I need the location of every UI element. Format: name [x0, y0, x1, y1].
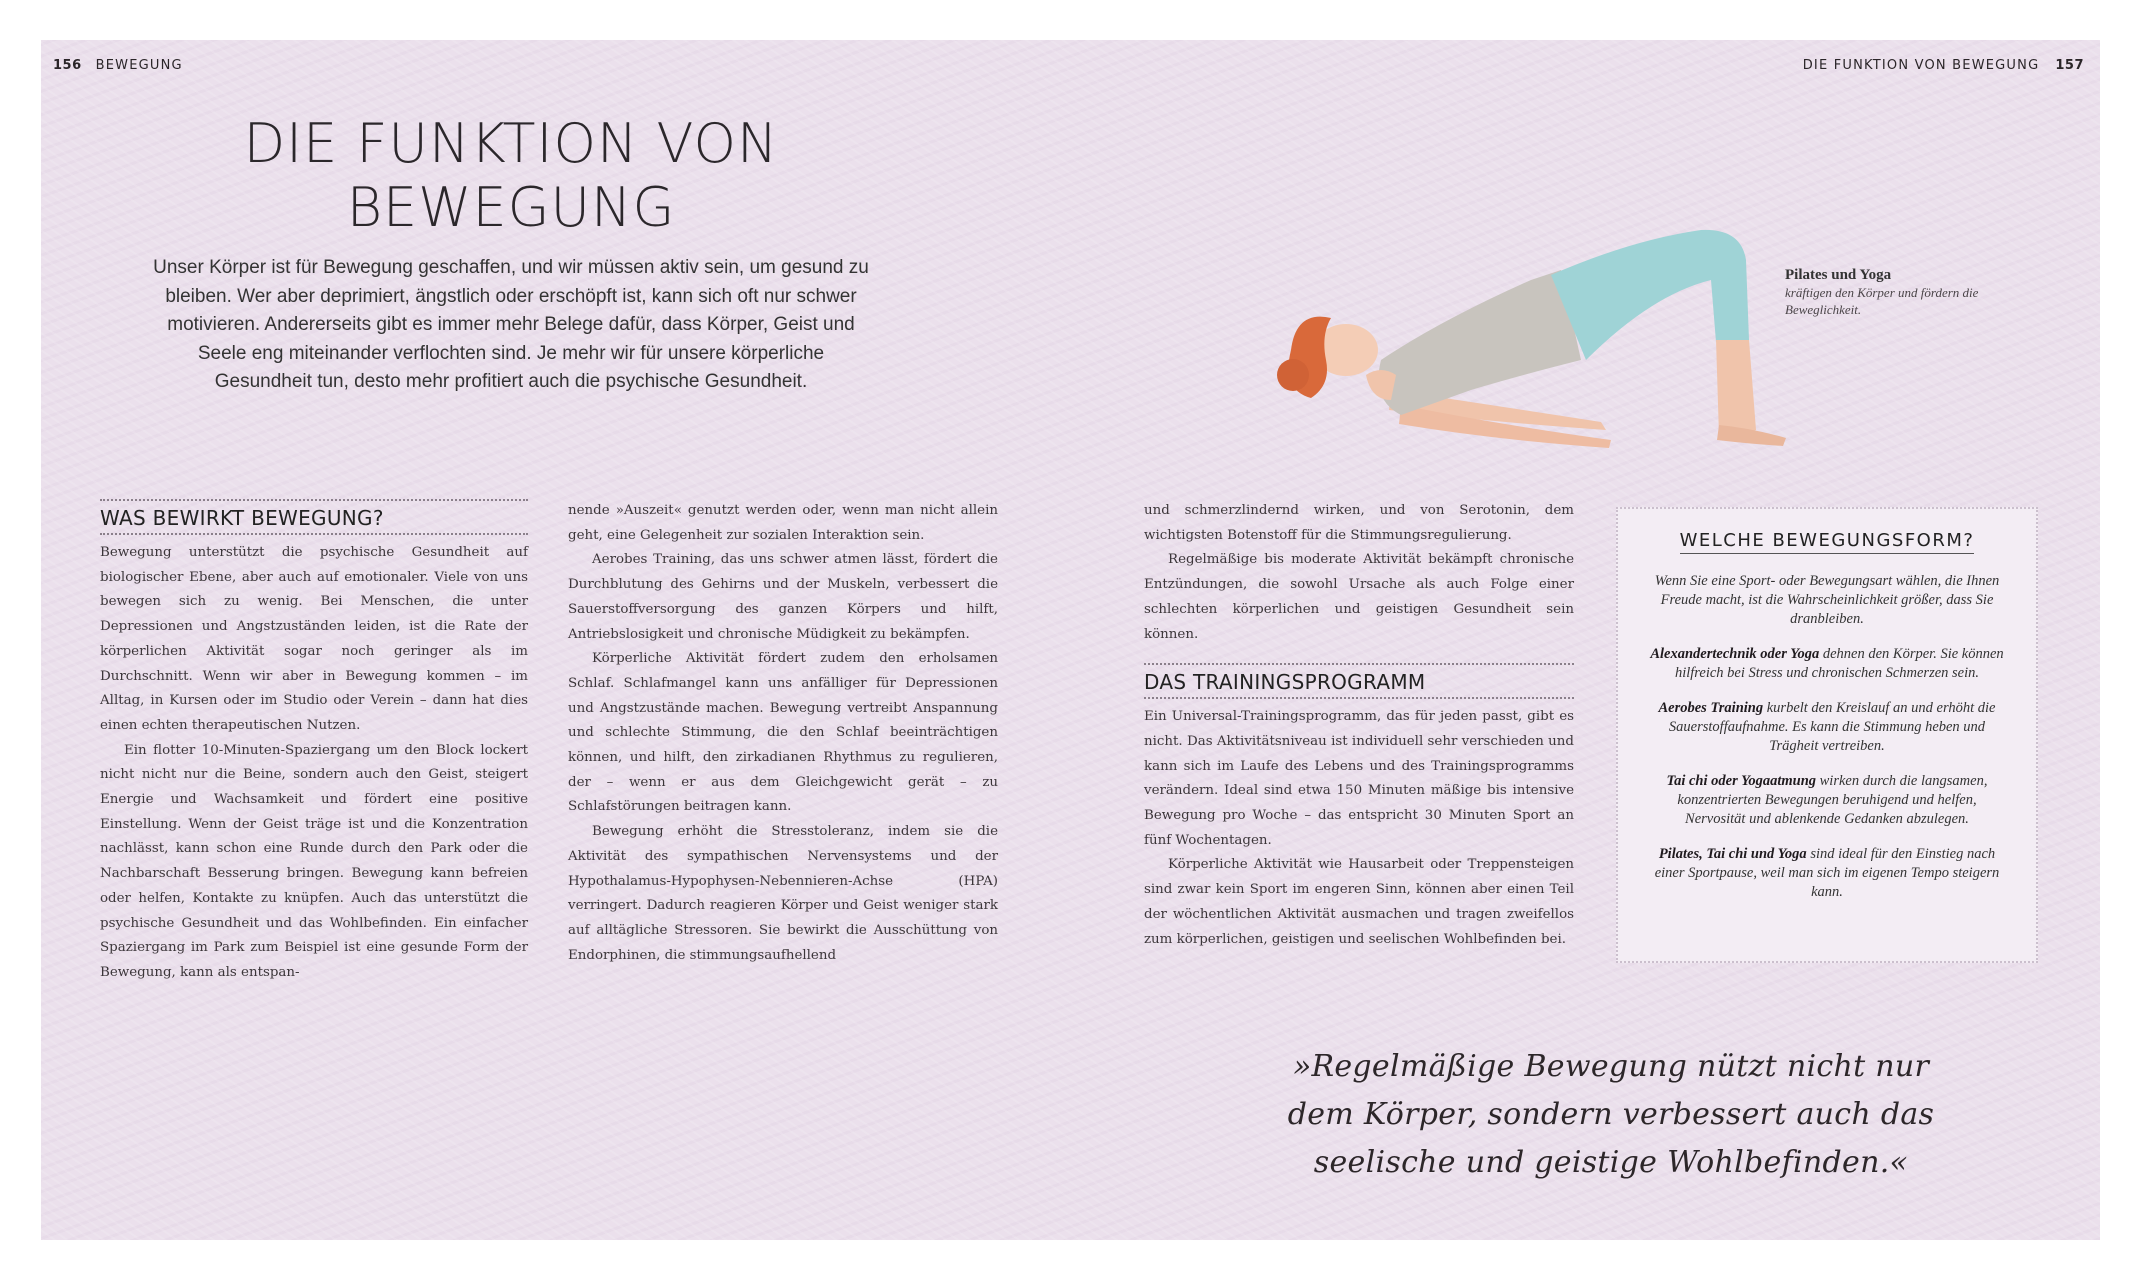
sidebar-item — [1648, 772, 2006, 829]
pull-quote: »Regelmäßige Bewegung nützt nicht nur dem Körper, sondern verbessert auch das seelische und geistige Wohlbefinden.« — [1287, 1049, 1935, 1180]
caption-text: kräftigen den Körper und fördern die Beweglichkeit. — [1785, 285, 1979, 317]
body-paragraph: Körperliche Aktivität fördert zudem den erholsamen Schlaf. Schlafmangel kann uns anfälliger für Depressionen und Angstzustände machen. Bewegung vertreibt Anspannung und schlechte Stimmung, die den Schlaf beeinträchtigen können, und hilft, den zirkadianen Rhythmus zu regulieren, der – wenn er aus dem Gleichgewicht gerät – zu Schlafstörungen beitragen kann. — [568, 651, 998, 815]
bridge-pose-illustration — [1271, 200, 1791, 460]
column-1 — [100, 457, 528, 986]
page-title-line1: DIE FUNKTION VON — [243, 112, 779, 175]
page-title-line2: BEWEGUNG — [346, 176, 676, 239]
illustration-neck — [1366, 370, 1396, 400]
body-paragraph: und schmerzlindernd wirken, und von Serotonin, dem wichtigsten Botenstoff für die Stimmungsregulierung. — [1144, 503, 1574, 543]
body-paragraph: Bewegung erhöht die Stresstoleranz, indem sie die Aktivität des sympathischen Nervensystems und der Hypothalamus-Hypophysen-Nebennieren-Achse (HPA) verringert. Dadurch reagieren Körper und Geist weniger stark auf alltägliche Stressoren. Sie bewirkt die Ausschüttung von Endorphinen, die stimmungsaufhellend — [568, 824, 998, 963]
figure-caption — [1785, 266, 1985, 318]
body-paragraph: nende »Auszeit« genutzt werden oder, wenn man nicht allein geht, eine Gelegenheit zur sozialen Interaktion sein. — [568, 503, 998, 543]
section-heading-was-bewirkt: WAS BEWIRKT BEWEGUNG? — [100, 499, 528, 535]
sidebar-item-text: dehnen den Körper. Sie können hilfreich bei Stress und chronischen Schmerzen sein. — [1674, 646, 2004, 681]
illustration-shirt — [1379, 270, 1582, 415]
illustration-shin — [1716, 340, 1756, 437]
body-paragraph: Ein Universal-Trainingsprogramm, das für jeden passt, gibt es nicht. Das Aktivitätsniveau ist individuell sehr verschieden und kann sich im Laufe des Lebens und des Trainingsprogramms verändern. Ideal sind etwa 150 Minuten mäßige bis intensive Bewegung pro Woche – das entspricht 30 Minuten Sport an fünf Wochentagen. — [1144, 709, 1574, 848]
sidebar-intro: Wenn Sie eine Sport- oder Bewegungsart wählen, die Ihnen Freude macht, ist die Wahrscheinlichkeit größer, dass Sie dranbleiben. — [1654, 573, 2000, 627]
sidebar-title: WELCHE BEWEGUNGSFORM? — [1680, 531, 1975, 554]
body-paragraph: Aerobes Training, das uns schwer atmen lässt, fördert die Durchblutung des Gehirns und der Muskeln, verbessert die Sauerstoffversorgung des ganzen Körpers und hilft, Antriebslosigkeit und chronische Müdigkeit zu bekämpfen. — [568, 552, 998, 642]
sidebar-item-term: Pilates, Tai chi und Yoga — [1658, 846, 1807, 862]
illustration-hair-bun — [1277, 359, 1309, 391]
sidebar-box — [1616, 507, 2038, 963]
sidebar-item-text: wirken durch die langsamen, konzentrierten Bewegungen beruhigend und helfen, Nervosität und ablenkende Gedanken abzulegen. — [1677, 773, 1988, 827]
sidebar-item-term: Alexandertechnik oder Yoga — [1650, 646, 1820, 662]
column-2 — [568, 499, 998, 968]
body-paragraph: Bewegung unterstützt die psychische Gesundheit auf biologischer Ebene, aber auch auf emotionaler. Viele von uns bewegen sich zu wenig. Bei Menschen, die unter Depressionen und Angstzuständen leiden, ist die Rate der körperlichen Aktivität sogar noch geringer als im Durchschnitt. Wenn wir aber in Bewegung kommen – im Alltag, in Kursen oder im Studio oder Verein – dann hat dies einen echten therapeutischen Nutzen. — [100, 545, 528, 733]
body-paragraph: Regelmäßige bis moderate Aktivität bekämpft chronische Entzündungen, die sowohl Ursache als auch Folge einer schlechten körperlichen und geistigen Gesundheit sein können. — [1144, 552, 1574, 642]
body-paragraph: Körperliche Aktivität wie Hausarbeit oder Treppensteigen sind zwar kein Sport im engeren Sinn, können aber einen Teil der wöchentlichen Aktivität ausmachen und tragen zweifellos zum körperlichen, geistigen und seelischen Wohlbefinden bei. — [1144, 857, 1574, 947]
running-head-right: DIE FUNKTION VON BEWEGUNG — [1802, 58, 2040, 73]
column-3 — [1144, 499, 1574, 952]
left-page-header — [53, 58, 183, 73]
page-title — [161, 112, 861, 240]
caption-title: Pilates und Yoga — [1785, 267, 1892, 283]
sidebar-item — [1648, 645, 2006, 683]
sidebar-item-term: Tai chi oder Yogaatmung — [1666, 773, 1817, 789]
running-head-left: BEWEGUNG — [95, 58, 183, 73]
body-paragraph: Ein flotter 10-Minuten-Spaziergang um den Block lockert nicht nicht nur die Beine, sondern auch den Geist, steigert Energie und Wachsamkeit und fördert eine positive Einstellung. Wenn der Geist träge ist und die Konzentration nachlässt, kann schon eine Runde durch den Park oder die Nachbarschaft Besserung bringen. Bewegung kann befreien oder helfen, Kontakte zu knüpfen. Auch das unterstützt die psychische Gesundheit und das Wohlbefinden. Ein einfacher Spaziergang im Park zum Beispiel ist eine gesunde Form der Bewegung, kann als entspan- — [100, 742, 528, 980]
book-spread — [41, 40, 2100, 1240]
page-number-left: 156 — [53, 58, 82, 73]
sidebar-item-term: Aerobes Training — [1658, 700, 1764, 716]
sidebar-item — [1648, 699, 2006, 756]
section-heading-trainingsprogramm: DAS TRAININGSPROGRAMM — [1144, 663, 1574, 699]
sidebar-item — [1648, 845, 2006, 902]
page-number-right: 157 — [2055, 58, 2084, 73]
right-page-header — [1803, 58, 2084, 73]
sidebar-item-text: sind ideal für den Einstieg nach einer Sportpause, weil man sich im eigenen Tempo steigern kann. — [1654, 846, 2000, 900]
sidebar-item-text: kurbelt den Kreislauf an und erhöht die Sauerstoffaufnahme. Es kann die Stimmung heben und Trägheit vertreiben. — [1668, 700, 1996, 754]
intro-paragraph: Unser Körper ist für Bewegung geschaffen, und wir müssen aktiv sein, um gesund zu bleiben. Wer aber deprimiert, ängstlich oder erschöpft ist, kann sich oft nur schwer motivieren. Andererseits gibt es immer mehr Belege dafür, dass Körper, Geist und Seele eng miteinander verflochten sind. Je mehr wir für unsere körperliche Gesundheit tun, desto mehr profitiert auch die psychische Gesundheit. — [153, 257, 869, 392]
